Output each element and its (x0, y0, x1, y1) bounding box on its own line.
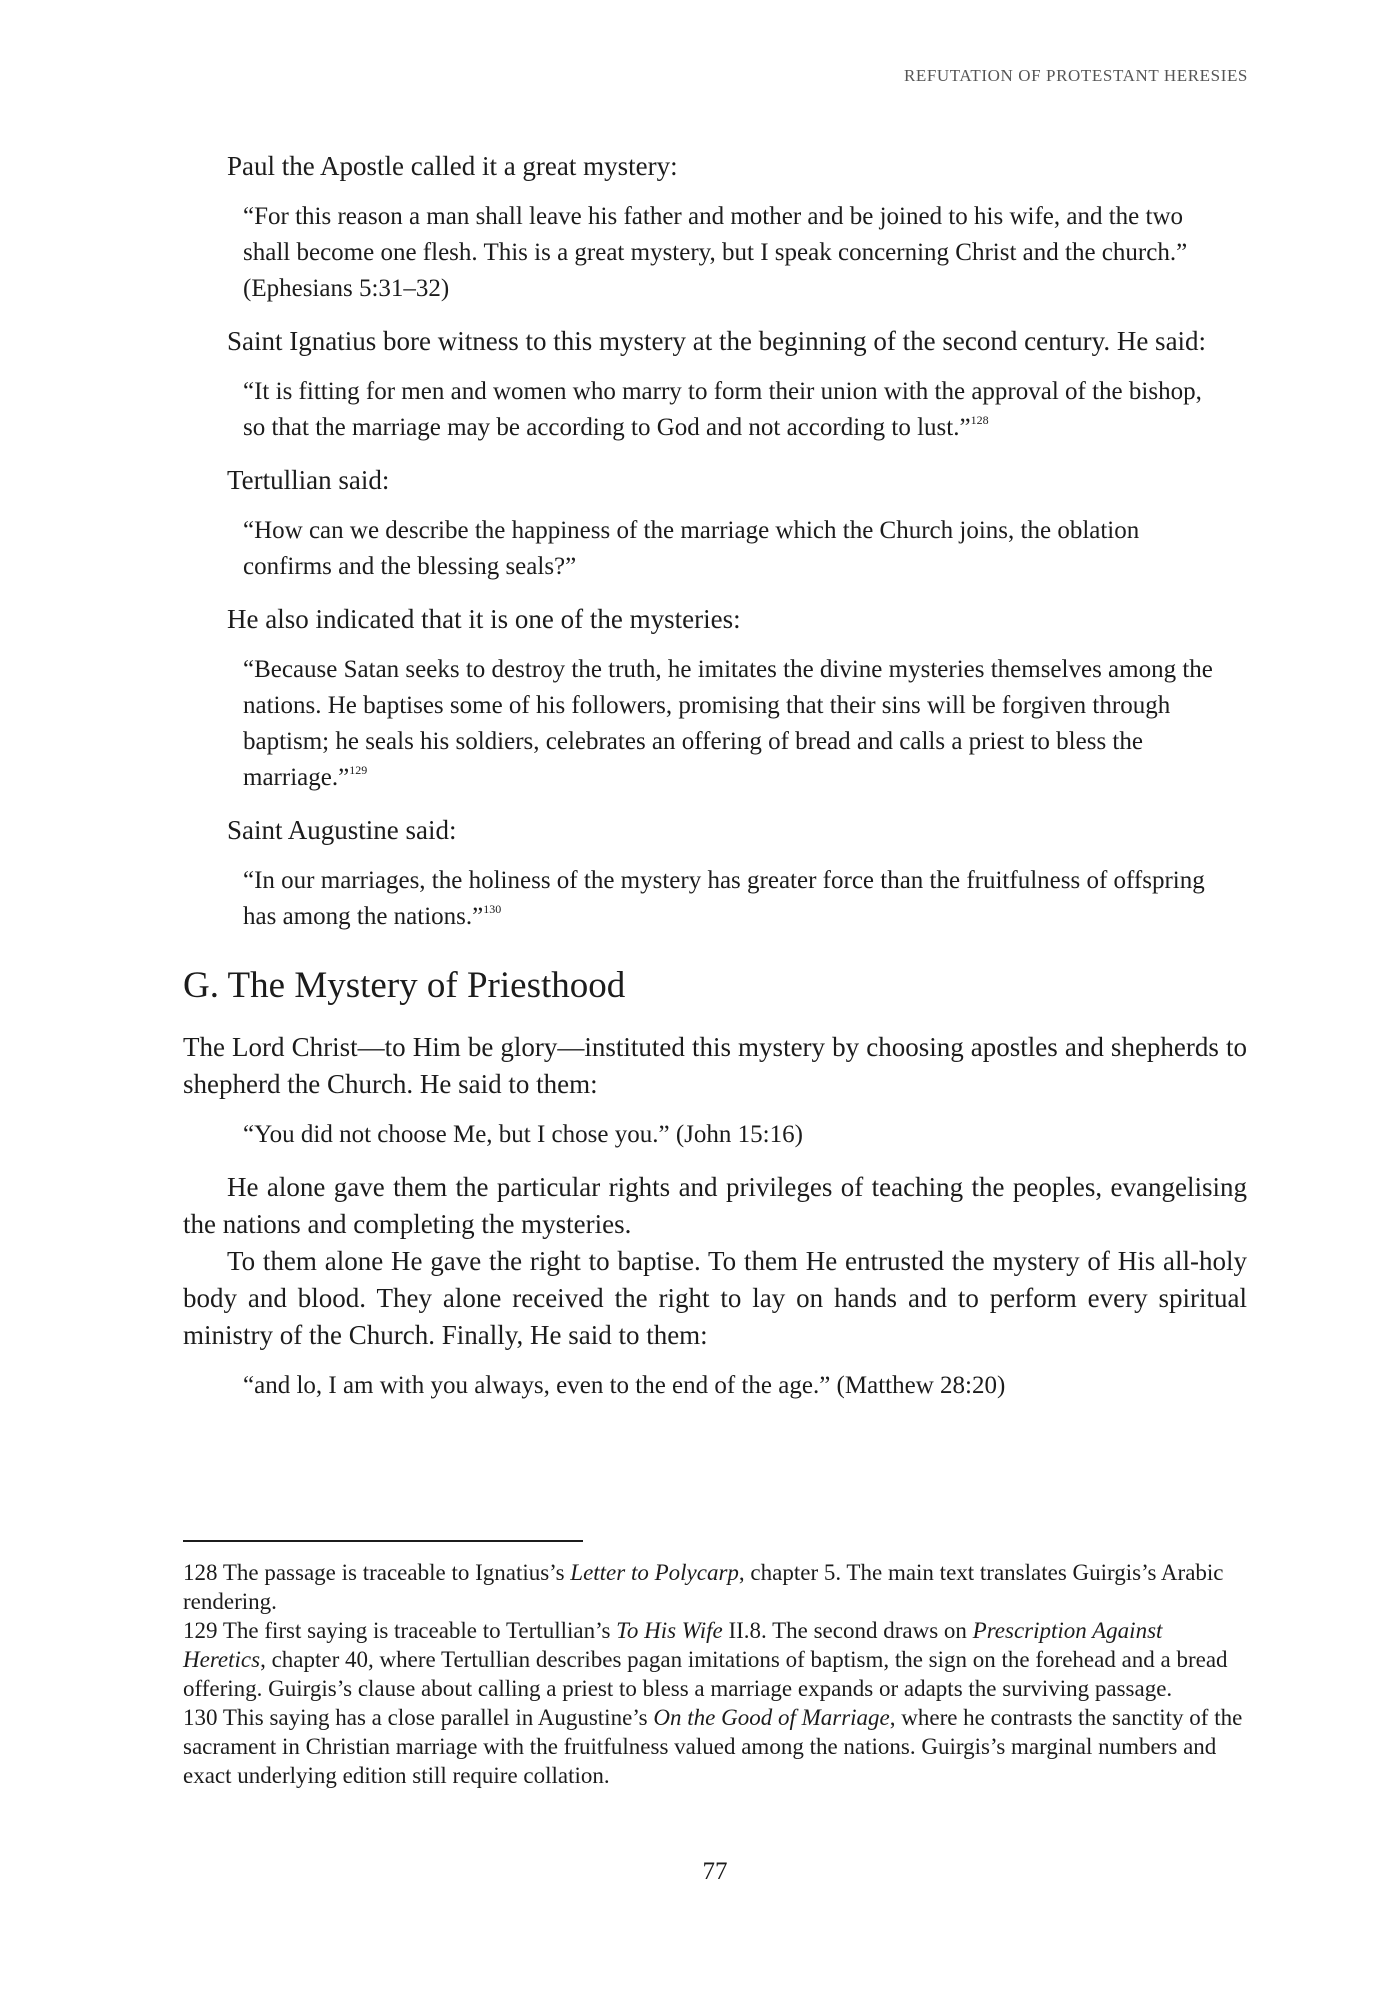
main-text (183, 148, 1247, 1404)
block-quote (243, 374, 1217, 446)
footnote-text: The first saying is traceable to Tertullian’s (217, 1618, 617, 1643)
footnote-title: Letter to Polycarp (570, 1560, 739, 1585)
footnotes (183, 1558, 1247, 1790)
footnote-text: This saying has a close parallel in Augustine’s (217, 1705, 654, 1730)
footnote-divider (183, 1540, 583, 1542)
paragraph: The Lord Christ—to Him be glory—instituted this mystery by choosing apostles and shepherds to shepherd the Church. He said to them: (183, 1032, 1247, 1099)
quote-text: “and lo, I am with you always, even to the end of the age.” (Matthew 28:20) (243, 1372, 1006, 1399)
footnote-ref[interactable]: 128 (970, 413, 989, 427)
quote-text: “For this reason a man shall leave his father and mother and be joined to his wife, and the two shall become one flesh. This is a great mystery, but I speak concerning Christ and the church.” (Ephesians 5:31–32) (243, 203, 1188, 302)
block-quote (243, 1117, 1217, 1153)
footnote (183, 1616, 1247, 1703)
quote-text: “You did not choose Me, but I chose you.” (John 15:16) (243, 1121, 803, 1148)
running-header: REFUTATION OF PROTESTANT HERESIES (903, 66, 1248, 85)
block-quote (243, 199, 1217, 307)
page-number: 77 (702, 1858, 728, 1885)
paragraph: Paul the Apostle called it a great mystery: (227, 151, 678, 181)
section-heading: G. The Mystery of Priesthood (183, 965, 626, 1006)
footnote-number: 130 (183, 1705, 218, 1730)
block-quote (243, 652, 1217, 796)
quote-text: “Because Satan seeks to destroy the truth, he imitates the divine mysteries themselves among the nations. He baptises some of his followers, promising that their sins will be forgiven through baptism; he seals his soldiers, celebrates an offering of bread and calls a priest to bless the marriage.” (243, 656, 1213, 791)
footnote (183, 1703, 1247, 1790)
quote-text: “In our marriages, the holiness of the mystery has greater force than the fruitfulness of offspring has among the nations.” (243, 867, 1205, 930)
paragraph: Saint Augustine said: (227, 815, 457, 845)
block-quote (243, 863, 1217, 935)
paragraph: To them alone He gave the right to baptise. To them He entrusted the mystery of His all-holy body and blood. They alone received the right to lay on hands and to perform every spiritual ministry of the Church. Finally, He said to them: (183, 1246, 1247, 1350)
paragraph: Tertullian said: (227, 465, 390, 495)
block-quote (243, 513, 1217, 585)
footnote-text: , where he contrasts the sanctity of the sacrament in Christian marriage with the fruitfulness valued among the nations. Guirgis’s marginal numbers and exact underlying edition still require collation. (183, 1705, 1243, 1788)
paragraph: Saint Ignatius bore witness to this mystery at the beginning of the second century. He said: (227, 326, 1207, 356)
footnote-number: 128 (183, 1560, 218, 1585)
footnote-title: To His Wife (616, 1618, 723, 1643)
footnote-text: , chapter 5. The main text translates Guirgis’s Arabic rendering. (183, 1560, 1224, 1614)
quote-text: “How can we describe the happiness of the marriage which the Church joins, the oblation confirms and the blessing seals?” (243, 517, 1140, 580)
paragraph: He also indicated that it is one of the mysteries: (227, 604, 741, 634)
paragraph: He alone gave them the particular rights and privileges of teaching the peoples, evangelising the nations and completing the mysteries. (183, 1172, 1247, 1239)
footnote-ref[interactable]: 129 (349, 763, 368, 777)
block-quote (243, 1368, 1217, 1404)
footnote-number: 129 (183, 1618, 218, 1643)
footnote-text: , chapter 40, where Tertullian describes pagan imitations of baptism, the sign on the forehead and a bread offering. Guirgis’s clause about calling a priest to bless a marriage expands or adapts the surviving passage. (183, 1647, 1228, 1701)
footnote-text: II.8. The second draws on (722, 1618, 973, 1643)
footnote-text: The passage is traceable to Ignatius’s (217, 1560, 571, 1585)
footnote (183, 1558, 1247, 1616)
footnote-title: On the Good of Marriage (653, 1705, 890, 1730)
footnote-ref[interactable]: 130 (483, 902, 502, 916)
quote-text: “It is fitting for men and women who marry to form their union with the approval of the bishop, so that the marriage may be according to God and not according to lust.” (243, 378, 1202, 441)
footnote-title: Prescription Against Heretics (183, 1618, 1163, 1672)
